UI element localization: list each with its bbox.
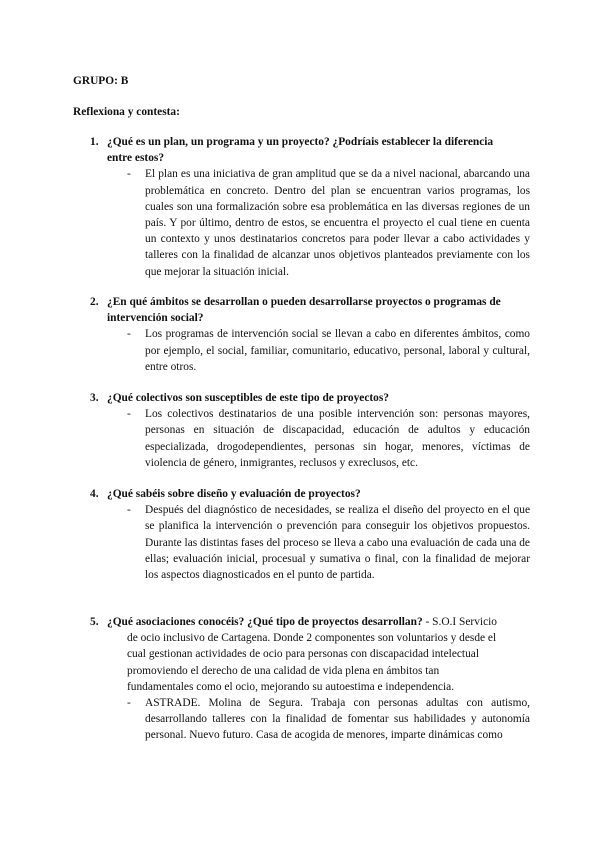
bullet-dash: - [127, 697, 131, 710]
question-number: 3. [90, 392, 99, 404]
question-1-title [90, 134, 530, 150]
paragraph-line: cual gestionan actividades de ocio para personas con discapacidad intelectual [127, 648, 480, 661]
question-5-title [90, 614, 530, 630]
answer-text: Los colectivos destinatarios de una posible intervención son: personas mayores, personas en situación de discapacidad, educación de adultos y educación especializada, drogodependientes, personas sin hogar, menores, víctimas de violencia de género, inmigrantes, reclusos y exreclusos, etc. [145, 408, 530, 469]
question-text: ¿Qué sabéis sobre diseño y evaluación de proyectos? [107, 488, 361, 500]
question-number: 1. [90, 136, 99, 148]
question-text: ¿Qué es un plan, un programa y un proyecto? ¿Podríais establecer la diferencia [107, 136, 494, 148]
question-1-title-cont: entre estos? [107, 152, 165, 165]
question-2-title [90, 294, 530, 310]
question-2 [90, 294, 530, 375]
question-text: ¿Qué colectivos son susceptibles de este tipo de proyectos? [107, 392, 390, 404]
question-3-answer [127, 406, 530, 471]
paragraph-line: de ocio inclusivo de Cartagena. Donde 2 componentes son voluntarios y desde el [127, 632, 497, 645]
question-4-answer [127, 502, 530, 583]
question-text: ¿En qué ámbitos se desarrollan o pueden desarrollarse proyectos o programas de [107, 296, 501, 308]
question-2-answer [127, 326, 530, 375]
question-number: 2. [90, 296, 99, 308]
question-4-title [90, 486, 530, 502]
bullet-dash: - [127, 408, 131, 421]
inline-answer-text: - S.O.I Servicio [422, 616, 498, 628]
question-5-answer [127, 695, 530, 744]
question-5 [90, 614, 530, 744]
paragraph-line: promoviendo el derecho de una calidad de vida plena en ámbitos tan [127, 664, 440, 677]
question-3-title [90, 390, 530, 406]
bullet-dash: - [127, 168, 131, 181]
group-title: GRUPO: B [73, 75, 129, 87]
bullet-dash: - [127, 504, 131, 517]
instruction-heading: Reflexiona y contesta: [73, 106, 180, 118]
question-number: 4. [90, 488, 99, 500]
question-1 [90, 134, 530, 280]
paragraph-line: fundamentales como el ocio, mejorando su autoestima e independencia. [127, 680, 455, 693]
question-1-answer [127, 166, 530, 279]
question-number: 5. [90, 616, 99, 628]
answer-text: Después del diagnóstico de necesidades, se realiza el diseño del proyecto en el que se planifica la intervención o prevención para conseguir los objetivos propuestos. Durante las distintas fases del proceso se lleva a cabo una evaluación de cada una de ellas; evaluación inicial, procesual y sumativa o final, con la finalidad de mejorar los aspectos diagnosticados en el punto de partida. [145, 504, 530, 582]
question-3 [90, 390, 530, 471]
question-text: ¿Qué asociaciones conocéis? ¿Qué tipo de proyectos desarrollan? [107, 616, 423, 628]
question-5-paragraph [90, 630, 530, 695]
answer-text: ASTRADE. Molina de Segura. Trabaja con personas adultas con autismo, desarrollando talleres con la finalidad de fomentar sus habilidades y autonomía personal. Nuevo futuro. Casa de acogida de menores, imparte dinámicas como [145, 697, 530, 742]
bullet-dash: - [127, 328, 131, 341]
answer-text: El plan es una iniciativa de gran amplitud que se da a nivel nacional, abarcando una problemática en concreto. Dentro del plan se encuentran varios programas, los cuales son una formalización sobre esa problemática en las diversas regiones de un país. Y por último, dentro de estos, se encuentra el proyecto el cual tiene en cuenta un contexto y unos destinatarios concretos para poder llevar a cabo actividades y talleres con la finalidad de alcanzar unos objetivos planteados previamente con los que mejorar la situación inicial. [145, 168, 530, 278]
answer-text: Los programas de intervención social se llevan a cabo en diferentes ámbitos, como por ejemplo, el social, familiar, comunitario, educativo, personal, laboral y cultural, entre otros. [145, 328, 530, 373]
question-2-title-cont: intervención social? [107, 312, 204, 325]
question-4 [90, 486, 530, 583]
